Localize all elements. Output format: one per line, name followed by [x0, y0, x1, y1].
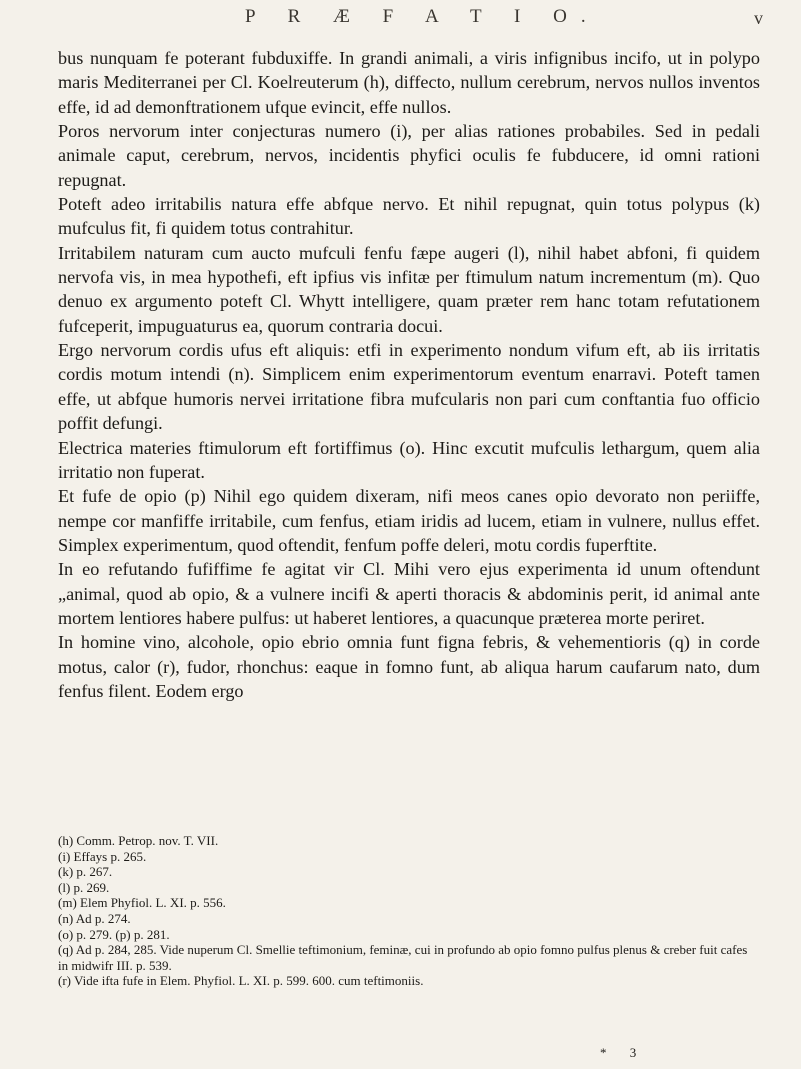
footnote: (q) Ad p. 284, 285. Vide nuperum Cl. Smellie teftimonium, feminæ, cui in profundo ab opio fomno pulfus plenus & creber fuit cafes in midwifr III. p. 539.: [58, 942, 748, 973]
paragraph: In eo refutando fufiffime fe agitat vir Cl. Mihi vero ejus experimenta id unum oftendunt „animal, quod ab opio, & a vulnere incifi & aperti thoracis & abdominis perit, id animal ante mortem lentiores habere pulfus: ut haberet lentiores, a quacunque præterea morte periret.: [58, 559, 760, 628]
paragraph: In homine vino, alcohole, opio ebrio omnia funt figna febris, & vehementioris (q) in corde motus, calor (r), fudor, rhonchus: eaque in fomno funt, ab aliqua harum caufarum nato, dum fenfus filent. Eodem ergo: [58, 632, 760, 701]
paragraph: bus nunquam fe poterant fubduxiffe. In grandi animali, a viris infignibus incifo, ut in polypo maris Mediterranei per Cl. Koelreuterum (h), diffecto, nullum cerebrum, nervos nullos inventos effe, id ad demonftrationem ufque evincit, effe nullos.: [58, 48, 760, 117]
footnote: (m) Elem Phyfiol. L. XI. p. 556.: [58, 895, 226, 911]
signature-catchword: * 3: [600, 1045, 647, 1060]
paragraph: Ergo nervorum cordis ufus eft aliquis: etfi in experimento nondum vifum eft, ab iis irritatis cordis motum intendi (n). Simplicem enim experimentorum eventum enarravi. Poteft tamen effe, ut abfque humoris nervei irritatione fibra mufcularis non pari cum conftantia fuo officio poffit defungi.: [58, 340, 760, 434]
main-text: [58, 46, 760, 703]
page-signature-mark: v: [754, 8, 763, 28]
paragraph: Poteft adeo irritabilis natura effe abfque nervo. Et nihil repugnat, quin totus polypus (k) mufculus fit, fi quidem totus contrahitur.: [58, 194, 760, 239]
paragraph: Et fufe de opio (p) Nihil ego quidem dixeram, nifi meos canes opio devorato non periiffe, nempe cor manfiffe irritabile, cum fenfus, etiam iridis ad lucem, etiam in vulnere, nullus effet. Simplex experimentum, quod oftendit, fenfum poffe deleri, motu cordis fuperftite.: [58, 486, 760, 555]
footnote: (r) Vide ifta fufe in Elem. Phyfiol. L. XI. p. 599. 600. cum teftimoniis.: [58, 973, 424, 989]
paragraph: Electrica materies ftimulorum eft fortiffimus (o). Hinc excutit mufculis lethargum, quem alia irritatio non fuperat.: [58, 437, 760, 482]
footnote: (h) Comm. Petrop. nov. T. VII.: [58, 833, 219, 848]
footnotes: [58, 833, 758, 989]
footnote: (l) p. 269.: [58, 879, 110, 895]
paragraph: Irritabilem naturam cum aucto mufculi fenfu fæpe augeri (l), nihil habet abfoni, fi quidem nervofa vis, in mea hypothefi, eft ipfius vis infitæ per ftimulum natum incrementum (m). Quo denuo ex argumento poteft Cl. Whytt intelligere, quam præter rem hanc totam refutationem fufceperit, impuguaturus ea, quorum contraria docui.: [58, 242, 760, 336]
running-head-title: P R Æ F A T I O.: [245, 6, 600, 27]
paragraph: Poros nervorum inter conjecturas numero (i), per alias rationes probabiles. Sed in pedali animale caput, cerebrum, nervos, incidentis phyfici oculis fe fubducere, id omni rationi repugnat.: [58, 121, 760, 190]
footnote: (k) p. 267.: [58, 864, 113, 880]
footnote: (n) Ad p. 274.: [58, 910, 131, 926]
footnote: (o) p. 279. (p) p. 281.: [58, 926, 170, 942]
footnote: (i) Effays p. 265.: [58, 848, 147, 864]
running-head: [0, 6, 801, 36]
